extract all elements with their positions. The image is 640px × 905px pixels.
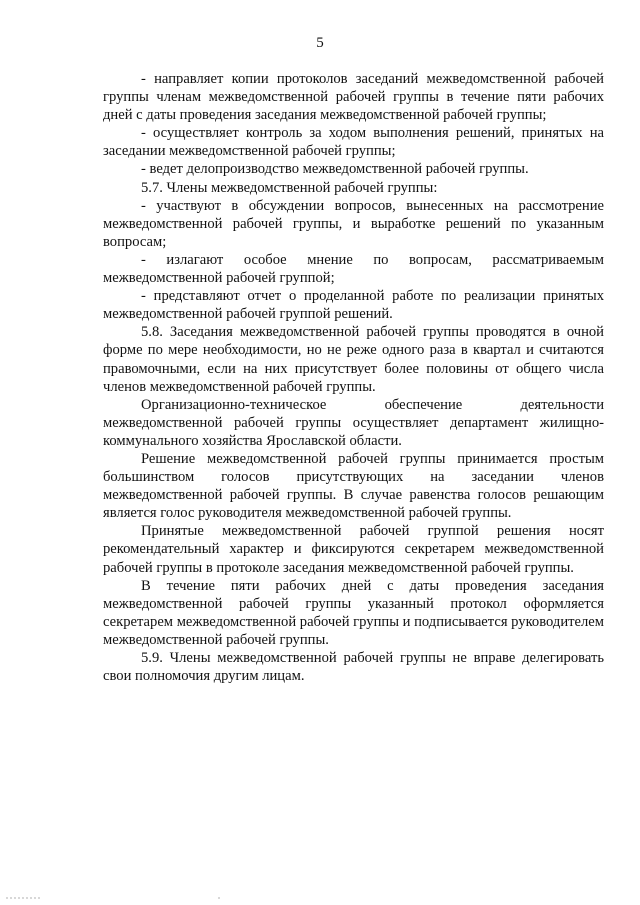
page-number: 5 <box>316 35 324 51</box>
paragraph-protocol-signing: В течение пяти рабочих дней с даты проведения заседания межведомственной рабочей группы указанный протокол оформляется секретарем межведомственной рабочей группы и подписывается руководителем межведомственной рабочей группы. <box>103 577 604 648</box>
paragraph-control-of-decisions: - осуществляет контроль за ходом выполнения решений, принятых на заседании межведомственной рабочей группы; <box>103 125 604 160</box>
document-body <box>103 70 604 685</box>
paragraph-work-report: - представляют отчет о проделанной работе по реализации принятых межведомственной рабочей группой решений. <box>103 288 604 323</box>
paragraph-record-keeping: - ведет делопроизводство межведомственной рабочей группы. <box>141 161 529 178</box>
paragraph-decision-majority: Решение межведомственной рабочей группы принимается простым большинством голосов присутствующих на заседании членов межведомственной рабочей группы. В случае равенства голосов решающим является голос руководителя межведомственной рабочей группы. <box>103 450 604 522</box>
section-5-8-meetings: 5.8. Заседания межведомственной рабочей группы проводятся в очной форме по мере необходимости, но не реже одного раза в квартал и считаются правомочными, если на них присутствует более половины от общего числа членов межведомственной рабочей группы. <box>103 324 604 395</box>
paragraph-dissenting-opinion: - излагают особое мнение по вопросам, рассматриваемым межведомственной рабочей группой; <box>103 251 604 287</box>
paragraph-organizational-support: Организационно-техническое обеспечение деятельности межведомственной рабочей группы осуществляет департамент жилищно-коммунального хозяйства Ярославской области. <box>103 396 604 449</box>
paragraph-decisions-advisory: Принятые межведомственной рабочей группой решения носят рекомендательный характер и фиксируются секретарем межведомственной рабочей группы в протоколе заседания межведомственной рабочей группы. <box>103 523 604 576</box>
scan-artifact <box>6 897 40 899</box>
paragraph-participate-discussion: - участвуют в обсуждении вопросов, вынесенных на рассмотрение межведомственной рабочей группы, и выработке решений по указанным вопросам; <box>103 197 604 250</box>
section-5-7-heading: 5.7. Члены межведомственной рабочей группы: <box>141 179 438 196</box>
scan-artifact <box>218 897 221 899</box>
paragraph-copies-of-minutes: - направляет копии протоколов заседаний межведомственной рабочей группы членам межведомственной рабочей группы в течение пяти рабочих дней с даты проведения заседания межведомственной рабочей группы; <box>103 71 604 124</box>
section-5-9-delegation: 5.9. Члены межведомственной рабочей группы не вправе делегировать свои полномочия другим лицам. <box>103 650 604 685</box>
